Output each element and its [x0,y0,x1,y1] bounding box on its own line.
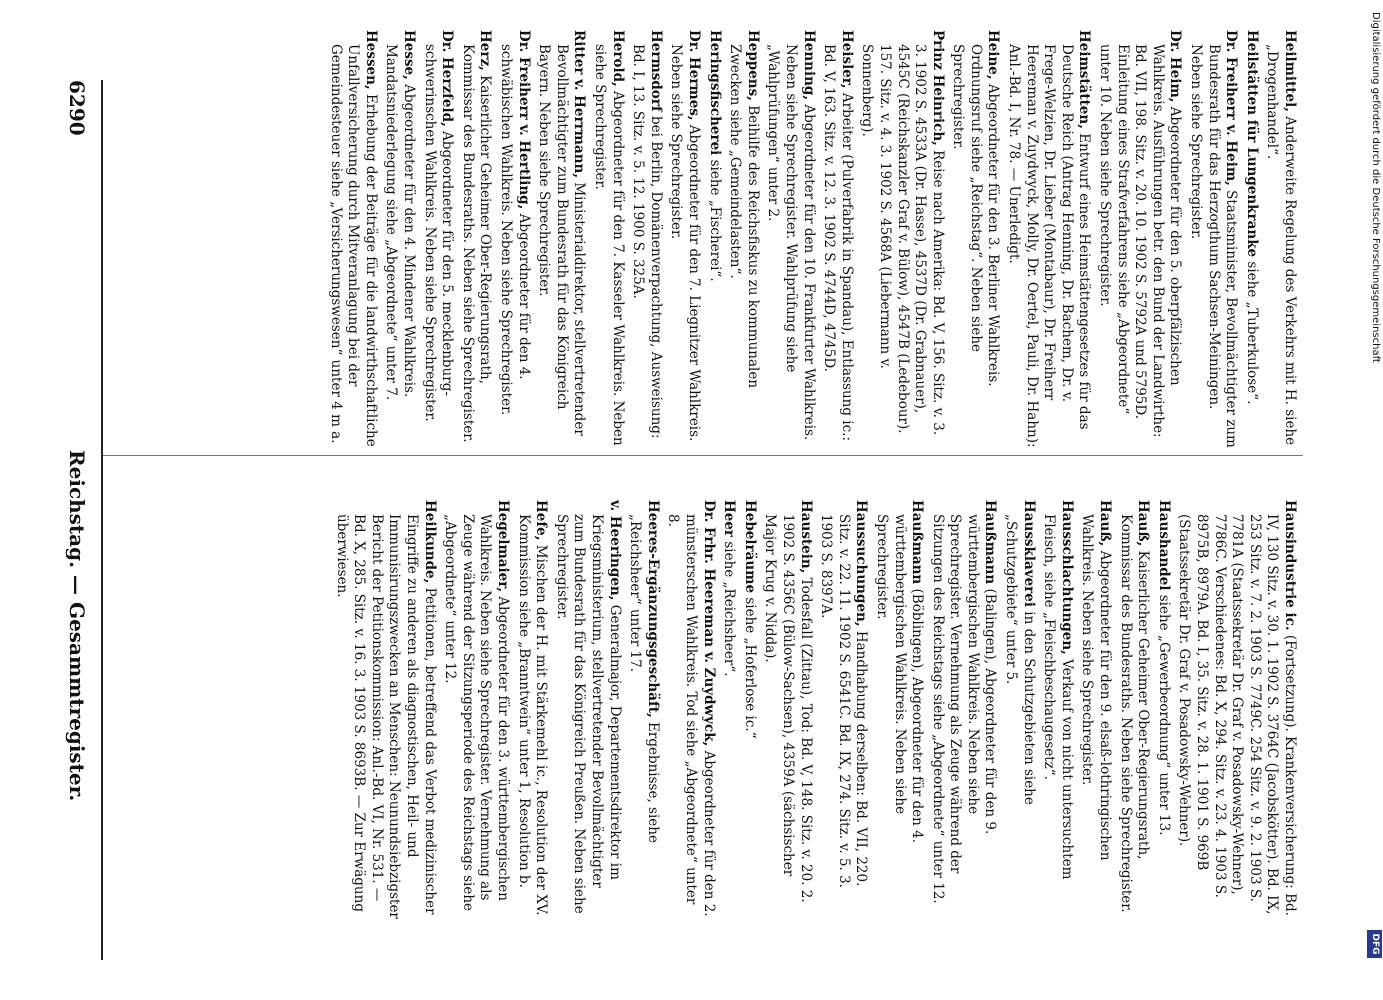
entry-keyword: Haussklaverei [1020,500,1037,608]
entry-keyword: Dr. Hermes, [686,30,702,121]
entry-keyword: Dr. Freiherr v. Hertling, [515,30,532,210]
index-entry [626,500,661,920]
entry-text: Verkauf von nicht untersuchtem Fleisch, siehe „Fleischbeschaugesetz“. [1041,514,1075,880]
entry-keyword: Herz, [477,30,494,71]
entry-keyword: Hausindustrie ic. [1282,500,1298,631]
entry-keyword: Hefe, [533,500,550,541]
footer-credit: Digitalisierung gefördert durch die Deutsche Forschungsgemeinschaft [1370,12,1381,363]
entry-keyword: Herold, [609,30,626,87]
entry-keyword: Hauß, [1097,500,1114,547]
index-entry [1116,500,1151,920]
index-entry [1002,500,1037,920]
entry-keyword: Heilmittel, [1282,30,1298,112]
entry-text: siehe „Reichsheer“. [721,537,738,677]
right-column [323,30,1298,450]
index-entry [535,30,588,450]
index-entry [872,500,925,920]
page-number: 6290 [65,80,89,136]
entry-keyword: Heeres-Ergänzungsgeschäft, [644,500,661,718]
entry-text: siehe „Gewerbeordnung“ unter 13. [1155,590,1172,836]
entry-text: Abgeordneter für den 3. Berliner Wahlkreis. Ordnungsruf siehe „Reichstag“. Neben siehe Sprechregister. [950,44,1002,387]
entry-keyword: Heisler, [838,30,855,89]
entry-text: (Balingen), Abgeordneter für den 9. württembergischen Wahlkreis. Neben siehe Sprechregister. Vernehmung als Zeuge während der Sitzungen des Reichstags siehe „Abgeordnete“ unter 12. [929,514,999,904]
page-title: Reichstag. — Gesammtregister. [65,450,89,802]
index-entry [458,30,493,450]
entry-text: Staatsminister, Bevollmächtigter zum Bundesrath für das Herzogthum Sachsen-Meiningen. Neben siehe Sprechregister. [1188,44,1240,448]
index-entry [332,500,438,920]
index-entry [1263,30,1298,450]
entry-keyword: Haußmann [982,500,999,585]
entry-text: Abgeordneter für den 4. Mindener Wahlkreis. Mandatsniederlegung siehe „Abgeordnete“ unter 7. [383,44,418,401]
entry-text: Anderweite Regelung des Verkehrs mit H. siehe „Drogenhandel“. [1264,44,1298,446]
left-column [329,500,1298,920]
index-entry [326,30,379,450]
entry-text: Abgeordneter für den 2. münsterschen Wahlkreis. Tod siehe „Abgeordnete“ unter 8. [665,514,717,917]
entry-text: siehe „Fischerei“. [706,155,723,282]
index-entry [1005,30,1093,450]
digitization-footer [1363,0,1383,1000]
entry-keyword: Haushandel [1155,500,1172,591]
entry-text: Kaiserlicher Geheimer Ober-Regierungsrath, Kommissar des Bundesraths. Neben siehe Sprechregister. [1117,514,1152,913]
header-rule [101,80,103,960]
entry-keyword: Hauß, [1135,500,1152,547]
entry-text: Reise nach Amerika: Bd. V, 156. Sitz. v. 3. 3. 1902 S. 4533A (Dr. Hasse), 4537D (Dr. Grabnauer), 4545C (Reichskanzler Graf v. Bülow), 4547B (Ledebour). 157. Sitz. v. 4. 3. 1902 S. 4568A (Liebermann v. Sonnenberg). [859,44,946,436]
index-entry [720,500,738,920]
index-entry [764,30,817,450]
page-header [59,80,93,960]
column-divider [103,455,1303,456]
dfg-logo: DFG [1367,930,1382,958]
entry-text: (Böblingen), Abgeordneter für den 4. württembergischen Wahlkreis. Neben siehe Sprechregister. [873,514,926,844]
entry-text: Handhabung derselben: Bd. VII, 220. Sitz. v. 22. 11. 1902 S. 6541C. Bd. IX, 274. Sitz. v. 5. 3. 1903 S. 8397A. [818,514,870,888]
entry-keyword: Hessen, [362,30,379,90]
index-entry [1242,30,1260,450]
entry-keyword: Hesse, [401,30,418,80]
entry-text: Erhebung der Beiträge für die landwirthschaftliche Unfallversicherung durch Mitveranlagung bei der Gemeindesteuer siehe „Versicherungswesen“ unter 4 m a. [327,44,379,447]
entry-text: Abgeordneter für den 3. württembergischen Wahlkreis. Neben siehe Sprechregister. Vernehmung als Zeuge während der Sitzungsperiode des Reichstags siehe „Abgeordnete“ unter 12. [442,514,512,912]
index-entry [441,500,511,920]
entry-keyword: Dr. Freiherr v. Heim, [1223,30,1240,186]
index-entry [496,30,531,450]
entry-keyword: Heine, [985,30,1002,80]
entry-text: in den Schutzgebieten siehe „Schutzgebiete“ unter 5. [1003,514,1037,805]
index-entry [1186,30,1239,450]
entry-text: Abgeordneter für den 7. Liegnitzer Wahlkreis. Neben siehe Sprechregister. [668,44,702,442]
index-entry [1154,500,1172,920]
index-entry [761,500,814,920]
entry-text: Generalmajor, Departementsdirektor im Kriegsministerium, stellvertretender Bevollmächtigter zum Bundesrath für das Königreich Preußen. Neben siehe Sprechregister. [553,514,623,914]
entry-text: Kaiserlicher Geheimer Ober-Regierungsrath, Kommissar des Bundesraths. Neben siehe Sprechregister. [459,44,494,443]
index-entry [664,500,717,920]
entry-keyword: Hebelräume [741,500,758,594]
index-entry [858,30,946,450]
entry-text: siehe „Hoferlose ic.“ [741,593,758,739]
index-entry [705,30,723,450]
index-entry [629,30,664,450]
entry-keyword: Heringsfischerei [706,30,723,156]
index-entry [1078,500,1113,920]
entry-text: Mischen der H. mit Stärkemehl ic., Resolution der XV. Kommission siehe „Branntwein“ unter 1, Resolution b. [515,514,550,916]
index-entry [590,30,625,450]
index-entry [382,30,417,450]
index-entry [949,30,1002,450]
entry-text: Ergebnisse, siehe „Reichsheer“ unter 17. [627,514,661,843]
index-entry [420,30,455,450]
entry-text: Abgeordneter für den 5. mecklenburg-schwerinschen Wahlkreis. Neben siehe Sprechregister. [421,44,456,422]
entry-text: siehe „Tuberkulose“. [1243,257,1260,405]
index-entry [740,500,758,920]
entry-keyword: Haußmann [909,500,926,585]
entry-text: bei Berlin, Domänenverpachtung, Ausweisung: Bd. I, 13. Sitz. v. 5. 12. 1900 S. 325A. [630,44,664,439]
entry-keyword: Heilstätten für Lungenkranke [1243,30,1260,258]
index-entry [1040,500,1075,920]
index-entry [1095,30,1183,450]
entry-keyword: Dr. Heim, [1167,30,1184,103]
index-entry [820,30,855,450]
entry-text: Arbeiter (Pulverfabrik in Spandau), Entlassung ic.: Bd. V, 163. Sitz. v. 12. 3. 1902 S. 4744D, 4745D. [821,44,855,441]
entry-text: Abgeordneter für den 9. elsaß-lothringischen Wahlkreis. Neben siehe Sprechregister. [1079,514,1114,861]
entry-keyword: Heppens, [744,30,761,101]
entry-keyword: Heimstätten, [1076,30,1093,129]
entry-text: Petitionen, betreffend das Verbot medizinischer Eingriffe zu anderen als diagnostischen, Heil- und Immunisirungszwecken an Menschen: Neunundsiebzigster Bericht der Petitionskommission: Anl.-Bd. VI, Nr. 531. — Bd. X, 285. Sitz. v. 16. 3. 1903 S. 8693B. — Zur Erwägung überwiesen. [333,514,438,919]
index-entry [928,500,998,920]
entry-keyword: Haustein, [797,500,814,574]
entry-text: Ministerialdirektor, stellvertretender Bevollmächtigter zum Bundesrath für das Königreich Bayern. Neben siehe Sprechregister. [536,44,588,436]
index-entry [1175,500,1298,920]
entry-keyword: Haussuchungen, [853,500,870,627]
entry-text: Abgeordneter für den 5. oberpfälzischen Wahlkreis. Ausführungen betr. den Bund der Landwirthe: Bd. VII, 198. Sitz. v. 20. 10. 1902 S. 5792A und 5795D. Einleitung eines Strafverfahrens siehe „Abgeordnete“ unter 10. Neben siehe Sprechregister. [1097,44,1184,438]
entry-keyword: Heilkunde, [421,500,438,584]
entry-text: Abgeordneter für den 4. schwäbischen Wahlkreis. Neben siehe Sprechregister. [498,44,532,416]
entry-keyword: v. Heeringen, [606,500,623,601]
index-entry [552,500,622,920]
entry-text: Abgeordneter für den 10. Frankfurter Wahlkreis. Neben siehe Sprechregister. Wahlprüfung siehe „Wahlprüfungen“ unter 2. [765,44,817,441]
index-entry [817,500,870,920]
entry-keyword: Dr. Frhr. Heereman v. Zuydwyck, [700,500,717,747]
entry-keyword: Hausschlachtungen, [1058,500,1075,655]
entry-text: Entwurf eines Heimstättengesetzes für das Deutsche Reich (Antrag Henning, Dr. Bachem, Dr. v. Frege-Welzien, Dr. Lieber (Montabaur), Dr. Freiherr Heereman v. Zuydwyck, Molly, Dr. Oertel, Pauli, Dr. Hahn): Anl.-Bd. I, Nr. 78. — Unerledigt. [1006,44,1093,448]
entry-text: Abgeordneter für den 7. Kasseler Wahlkreis. Neben siehe Sprechregister. [592,44,626,446]
entry-keyword: Henning, [800,30,817,101]
entry-keyword: Prinz Heinrich, [929,30,946,146]
index-entry [514,500,549,920]
entry-text: Beihilfe des Reichsfiskus zu kommunalen Zwecken siehe „Gemeindelasten“. [727,44,761,389]
entry-keyword: Heer [721,500,738,538]
index-entry [667,30,702,450]
entry-keyword: Ritter v. Herrmann, [571,30,588,179]
entry-text: Todesfall (Zittau), Tod: Bd. V, 148. Sitz. v. 20. 2. 1902 S. 4356C (Bülow-Sachsen), 4359A (sächsischer Major Krug v. Nidda). [762,514,814,903]
entry-keyword: Hermsdorf [647,30,664,112]
entry-text: (Fortsetzung). Krankenversicherung: Bd. IV, 130 Sitz. v. 30. 1. 1902 S. 3764C (Jacobskötter). Bd. IX, 253 Sitz. v. 7. 2. 1903 S. 7749C. 254 Sitz. v. 9. 2. 1903 S. 7781A (Staatssekretär Dr. Graf v. Posadowsky-Wehner), 7786C. Verschiedenes: Bd. X, 294. Sitz. v. 23. 4. 1903 S. 8975B, 8979A. Bd. I, 35. Sitz. v. 28. 1. 1901 S. 969B (Staatssekretär Dr. Graf v. Posadowsky-Wehner). [1176,514,1298,916]
entry-keyword: Dr. Herzfeld, [439,30,456,127]
entry-keyword: Hegelmaier, [495,500,512,593]
index-entry [726,30,761,450]
